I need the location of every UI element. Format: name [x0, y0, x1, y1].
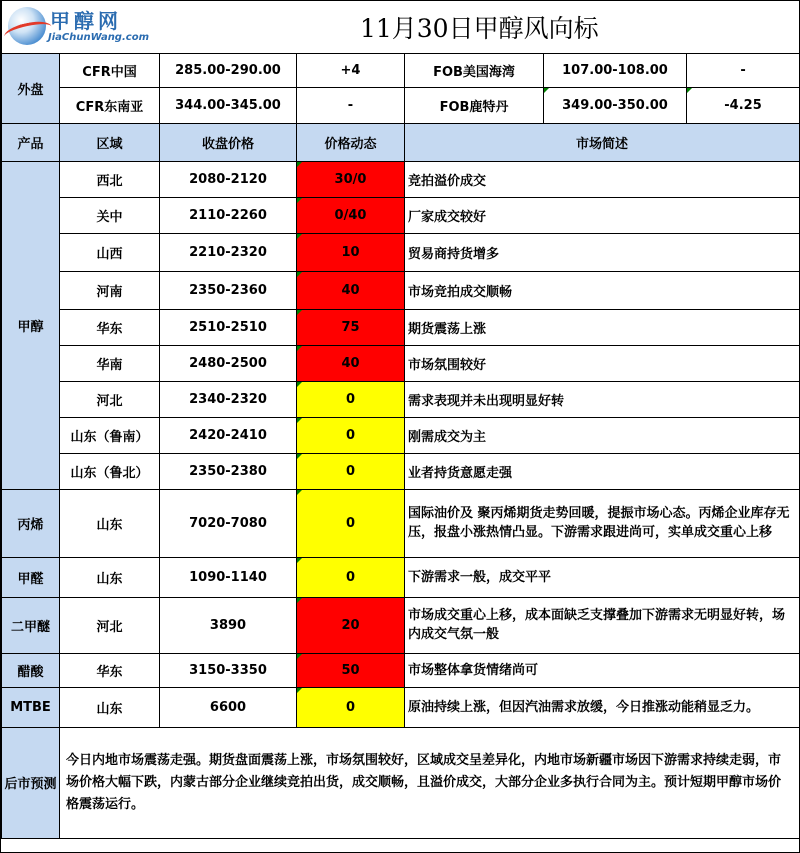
region-cell: 华南 — [60, 345, 160, 381]
region-cell: 华东 — [60, 653, 160, 687]
logo-text-cn: 甲醇网 — [50, 9, 122, 33]
price-cell: 2350-2380 — [160, 453, 297, 489]
site-logo — [8, 5, 158, 49]
region-cell: 山东 — [60, 557, 160, 597]
region-cell: 河南 — [60, 271, 160, 309]
dynamic-cell: 40 — [297, 271, 405, 309]
product-cell: 醋酸 — [2, 653, 60, 687]
external-label: 外盘 — [2, 53, 60, 123]
summary-cell: 期货震荡上涨 — [405, 309, 800, 345]
methanol-row — [2, 197, 800, 233]
external-row-1 — [2, 53, 800, 87]
forecast-text: 今日内地市场震荡走强。期货盘面震荡上涨，市场氛围较好，区域成交呈差异化，内地市场新疆市场因下游需求持续走弱，市场价格大幅下跌，内蒙古部分企业继续竞拍出货，成交顺畅，且溢价成交，大部分企业多执行合同为主。预计短期甲醇市场价格震荡运行。 — [60, 727, 800, 838]
external-price: 344.00-345.00 — [160, 87, 297, 123]
title-row — [2, 1, 800, 53]
summary-cell: 竞拍溢价成交 — [405, 161, 800, 197]
external-change: -4.25 — [687, 87, 800, 123]
summary-cell: 业者持货意愿走强 — [405, 453, 800, 489]
price-cell: 3150-3350 — [160, 653, 297, 687]
logo-text-en: JiaChunWang.com — [48, 32, 149, 43]
product-row — [2, 557, 800, 597]
region-cell: 华东 — [60, 309, 160, 345]
dynamic-cell: 0 — [297, 417, 405, 453]
summary-cell: 刚需成交为主 — [405, 417, 800, 453]
external-change: - — [687, 53, 800, 87]
dynamic-cell: 0 — [297, 453, 405, 489]
price-cell: 2350-2360 — [160, 271, 297, 309]
header-dynamics: 价格动态 — [297, 123, 405, 161]
summary-cell: 厂家成交较好 — [405, 197, 800, 233]
dynamic-cell: 50 — [297, 653, 405, 687]
price-cell: 7020-7080 — [160, 489, 297, 557]
dynamic-cell: 0 — [297, 381, 405, 417]
external-region: FOB鹿特丹 — [405, 87, 544, 123]
methanol-row — [2, 271, 800, 309]
external-price: 107.00-108.00 — [544, 53, 687, 87]
region-cell: 山东 — [60, 489, 160, 557]
summary-cell: 下游需求一般，成交平平 — [405, 557, 800, 597]
dynamic-cell: 40 — [297, 345, 405, 381]
forecast-row — [2, 727, 800, 838]
header-product: 产品 — [2, 123, 60, 161]
summary-cell: 国际油价及 聚丙烯期货走势回暖，提振市场心态。丙烯企业库存无压，报盘小涨热情凸显。下游需求跟进尚可，实单成交重心上移 — [405, 489, 800, 557]
summary-cell: 需求表现并未出现明显好转 — [405, 381, 800, 417]
external-price: 349.00-350.00 — [544, 87, 687, 123]
price-cell: 2420-2410 — [160, 417, 297, 453]
dynamic-cell: 20 — [297, 597, 405, 653]
methanol-section — [2, 161, 800, 489]
price-cell: 2110-2260 — [160, 197, 297, 233]
external-region: CFR中国 — [60, 53, 160, 87]
product-cell: 丙烯 — [2, 489, 60, 557]
region-cell: 山东 — [60, 687, 160, 727]
product-methanol: 甲醇 — [2, 161, 60, 489]
product-cell: 二甲醚 — [2, 597, 60, 653]
dynamic-cell: 0 — [297, 557, 405, 597]
header-price: 收盘价格 — [160, 123, 297, 161]
region-cell: 河北 — [60, 381, 160, 417]
methanol-row — [2, 381, 800, 417]
dynamic-cell: 0 — [297, 489, 405, 557]
price-cell: 6600 — [160, 687, 297, 727]
external-change: - — [297, 87, 405, 123]
logo-cell — [2, 1, 160, 53]
methanol-row — [2, 309, 800, 345]
other-products-section — [2, 489, 800, 727]
price-cell: 2510-2510 — [160, 309, 297, 345]
header-region: 区域 — [60, 123, 160, 161]
dynamic-cell: 10 — [297, 233, 405, 271]
summary-cell: 市场竞拍成交顺畅 — [405, 271, 800, 309]
methanol-row — [2, 453, 800, 489]
methanol-row — [2, 345, 800, 381]
product-row — [2, 597, 800, 653]
price-cell: 2080-2120 — [160, 161, 297, 197]
dynamic-cell: 0 — [297, 687, 405, 727]
summary-cell: 贸易商持货增多 — [405, 233, 800, 271]
methanol-row — [2, 417, 800, 453]
region-cell: 山东（鲁北） — [60, 453, 160, 489]
product-row — [2, 687, 800, 727]
price-cell: 1090-1140 — [160, 557, 297, 597]
summary-cell: 原油持续上涨，但因汽油需求放缓，今日推涨动能稍显乏力。 — [405, 687, 800, 727]
dynamic-cell: 0/40 — [297, 197, 405, 233]
region-cell: 西北 — [60, 161, 160, 197]
dynamic-cell: 30/0 — [297, 161, 405, 197]
product-row — [2, 653, 800, 687]
external-price: 285.00-290.00 — [160, 53, 297, 87]
price-cell: 3890 — [160, 597, 297, 653]
summary-cell: 市场整体拿货情绪尚可 — [405, 653, 800, 687]
summary-cell: 市场成交重心上移，成本面缺乏支撑叠加下游需求无明显好转，场内成交气氛一般 — [405, 597, 800, 653]
summary-cell: 市场氛围较好 — [405, 345, 800, 381]
price-cell: 2480-2500 — [160, 345, 297, 381]
region-cell: 河北 — [60, 597, 160, 653]
product-row — [2, 489, 800, 557]
methanol-row — [2, 233, 800, 271]
region-cell: 山西 — [60, 233, 160, 271]
product-cell: 甲醛 — [2, 557, 60, 597]
forecast-label: 后市预测 — [2, 727, 60, 838]
price-cell: 2210-2320 — [160, 233, 297, 271]
region-cell: 关中 — [60, 197, 160, 233]
indicator-table — [1, 1, 800, 839]
external-row-2 — [2, 87, 800, 123]
product-cell: MTBE — [2, 687, 60, 727]
dynamic-cell: 75 — [297, 309, 405, 345]
external-change: +4 — [297, 53, 405, 87]
external-region: CFR东南亚 — [60, 87, 160, 123]
methanol-row — [2, 161, 800, 197]
price-cell: 2340-2320 — [160, 381, 297, 417]
external-region: FOB美国海湾 — [405, 53, 544, 87]
header-row — [2, 123, 800, 161]
region-cell: 山东（鲁南） — [60, 417, 160, 453]
header-summary: 市场简述 — [405, 123, 800, 161]
page-title: 11月30日甲醇风向标 — [160, 1, 800, 53]
